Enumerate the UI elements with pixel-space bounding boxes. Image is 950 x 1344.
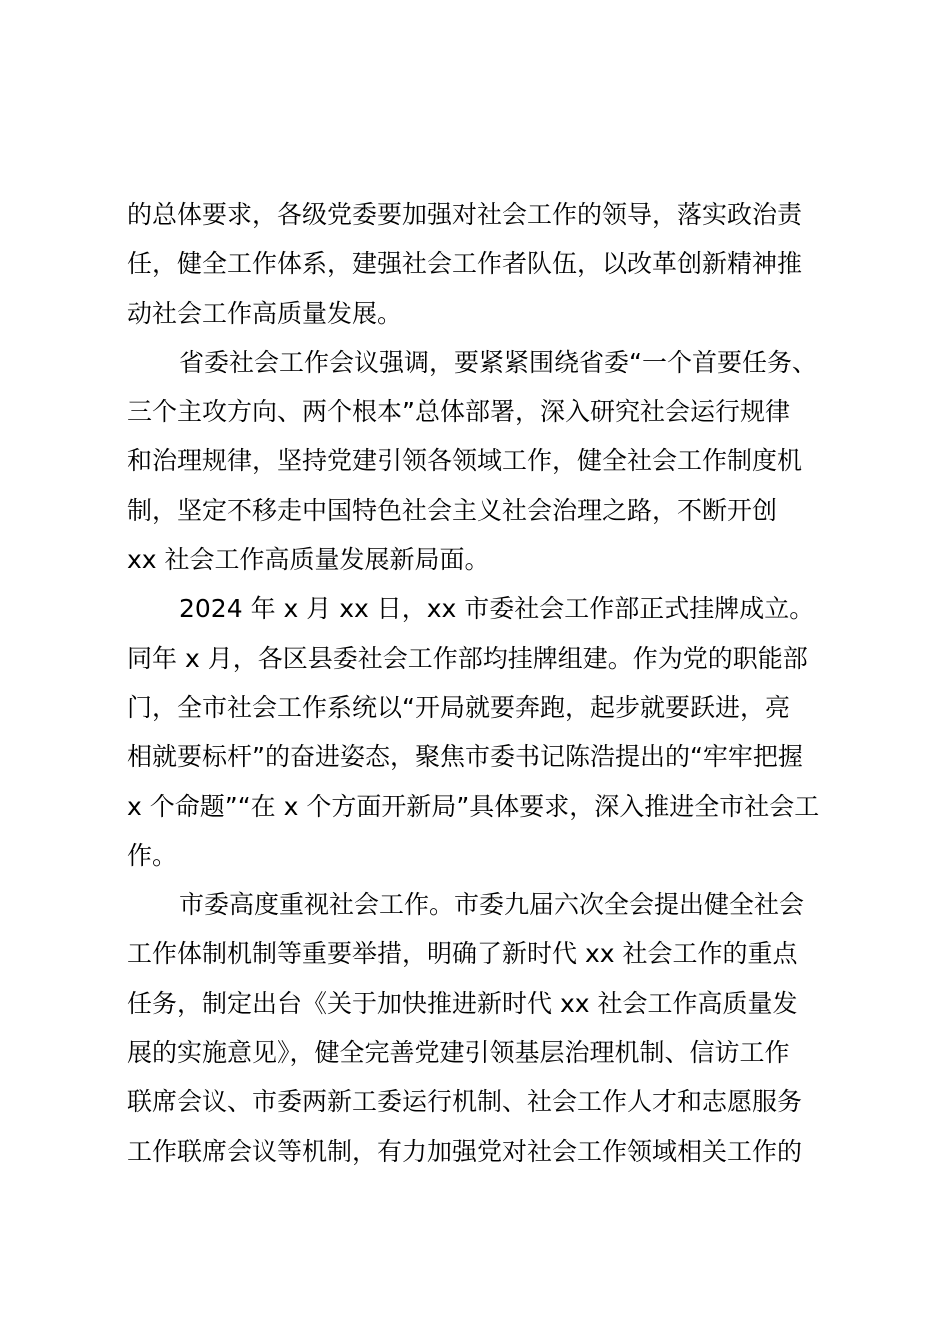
text-line: 工作联席会议等机制，有力加强党对社会工作领域相关工作的: [127, 1136, 803, 1166]
text-line: 联席会议、市委两新工委运行机制、社会工作人才和志愿服务: [127, 1087, 803, 1117]
text-line: 和治理规律，坚持党建引领各领域工作，健全社会工作制度机: [127, 446, 803, 476]
text-line: 动社会工作高质量发展。: [127, 298, 403, 328]
text-line: 制，坚定不移走中国特色社会主义社会治理之路，不断开创: [127, 495, 778, 525]
text-line: 展的实施意见》，健全完善党建引领基层治理机制、信访工作: [127, 1038, 790, 1068]
text-line: 同年 x 月，各区县委社会工作部均挂牌组建。作为党的职能部: [127, 643, 808, 673]
text-line: 市委高度重视社会工作。市委九届六次全会提出健全社会: [179, 890, 805, 920]
text-line: x 个命题”“在 x 个方面开新局”具体要求，深入推进全市社会工: [127, 791, 820, 821]
paragraph-4: [127, 880, 827, 1176]
text-line: 作。: [127, 840, 178, 870]
text-line: xx 社会工作高质量发展新局面。: [127, 545, 490, 575]
paragraph-1: [127, 190, 827, 338]
paragraph-2: [127, 338, 827, 584]
text-line: 任，健全工作体系，建强社会工作者队伍，以改革创新精神推: [127, 249, 803, 279]
text-line: 的总体要求，各级党委要加强对社会工作的领导，落实政治责: [127, 200, 803, 229]
paragraph-3: [127, 584, 827, 880]
text-line: 工作体制机制等重要举措，明确了新时代 xx 社会工作的重点: [127, 939, 798, 969]
document-body: [127, 190, 827, 1176]
text-line: 2024 年 x 月 xx 日，xx 市委社会工作部正式挂牌成立。: [179, 594, 815, 624]
text-line: 三个主攻方向、两个根本”总体部署，深入研究社会运行规律: [127, 397, 790, 427]
text-line: 任务，制定出台《关于加快推进新时代 xx 社会工作高质量发: [127, 988, 798, 1018]
text-line: 门，全市社会工作系统以“开局就要奔跑，起步就要跃进，亮: [127, 692, 790, 722]
text-line: 相就要标杆”的奋进姿态，聚焦市委书记陈浩提出的“牢牢把握: [127, 742, 803, 772]
text-line: 省委社会工作会议强调，要紧紧围绕省委“一个首要任务、: [179, 347, 817, 377]
